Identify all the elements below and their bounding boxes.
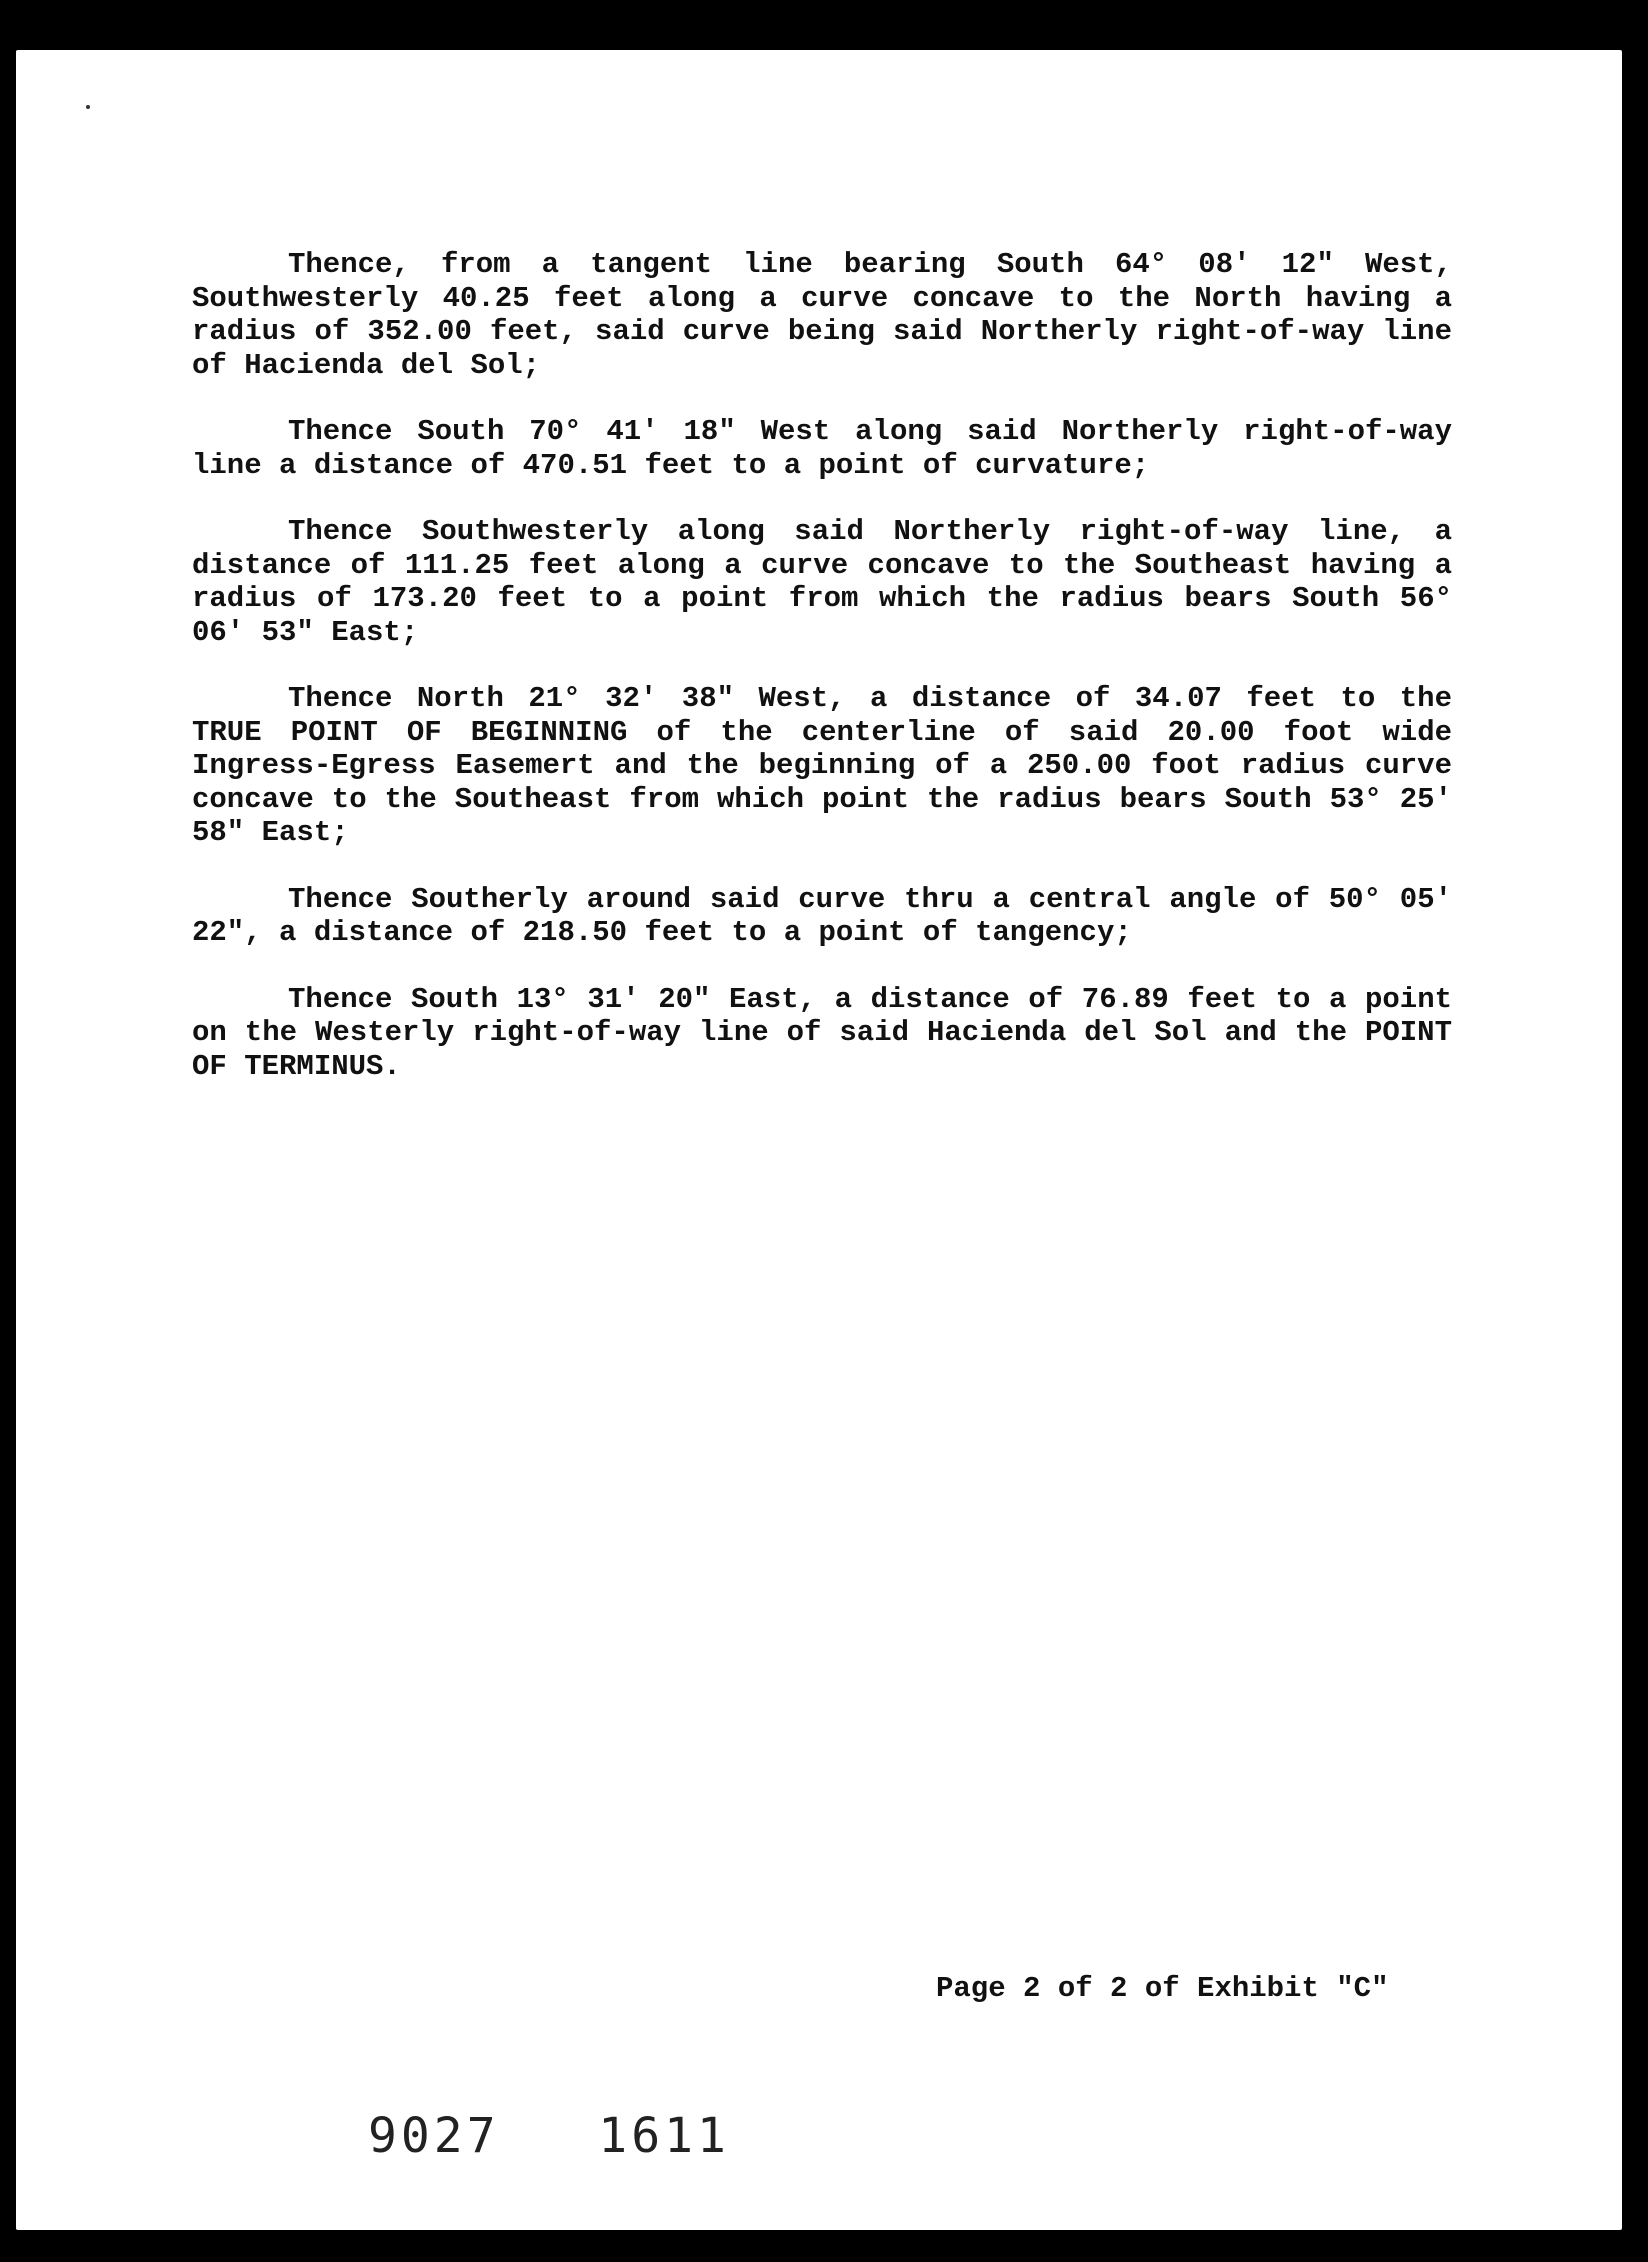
document-body (192, 248, 1452, 1116)
paragraph-2: Thence South 70° 41' 18" West along said Northerly right-of-way line a distance of 470.51 feet to a point of curvature; (192, 415, 1452, 482)
paragraph-1: Thence, from a tangent line bearing South 64° 08' 12" West, Southwesterly 40.25 feet along a curve concave to the North having a radius of 352.00 feet, said curve being said Northerly right-of-way line of Hacienda del Sol; (192, 248, 1452, 382)
paragraph-4: Thence North 21° 32' 38" West, a distance of 34.07 feet to the TRUE POINT OF BEGINNING of the centerline of said 20.00 foot wide Ingress-Egress Easemert and the beginning of a 250.00 foot radius curve concave to the Southeast from which point the radius bears South 53° 25' 58" East; (192, 682, 1452, 849)
document-stamp-number: 9027 1611 (368, 2108, 730, 2164)
paragraph-3: Thence Southwesterly along said Northerly right-of-way line, a distance of 111.25 feet along a curve concave to the Southeast having a radius of 173.20 feet to a point from which the radius bears South 56° 06' 53" East; (192, 515, 1452, 649)
paragraph-6: Thence South 13° 31' 20" East, a distance of 76.89 feet to a point on the Westerly right-of-way line of said Hacienda del Sol and the POINT OF TERMINUS. (192, 982, 1452, 1083)
scan-speck (86, 105, 90, 109)
page-footer: Page 2 of 2 of Exhibit "C" (936, 1972, 1389, 2005)
paragraph-5: Thence Southerly around said curve thru a central angle of 50° 05' 22", a distance of 218.50 feet to a point of tangency; (192, 882, 1452, 949)
